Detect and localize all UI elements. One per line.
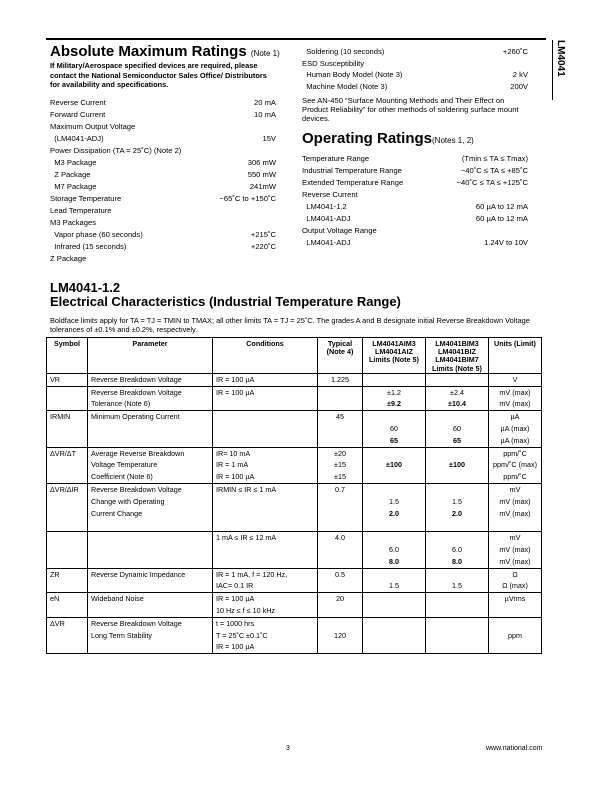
top-rule: [46, 38, 546, 40]
cell-line: ±1.2: [387, 387, 401, 397]
cell-line: [216, 435, 314, 447]
rating-value: −40˚C ≤ TA ≤ +85˚C: [460, 166, 528, 175]
cell-line: [366, 471, 422, 483]
cell-units: [489, 593, 542, 618]
rating-label: Machine Model (Note 3): [302, 81, 388, 91]
cell-line: IR = 1 mA: [216, 460, 249, 470]
cell-line: [366, 618, 422, 630]
cell-line: 10 Hz ≤ f ≤ 10 kHz: [216, 605, 276, 615]
header-parameter: Parameter: [88, 338, 213, 374]
cell-line: Tolerance (Note 6): [91, 399, 151, 409]
cell-units: [489, 373, 542, 386]
cell-line: [321, 423, 359, 435]
rating-value: 2 kV: [512, 70, 528, 79]
cell-line: [429, 519, 485, 531]
abs-max-heading: [50, 43, 280, 60]
cell-line: 60: [390, 424, 398, 433]
cell-line: [366, 484, 422, 496]
rating-label: Forward Current: [50, 110, 106, 119]
cell-line: 65: [390, 435, 398, 445]
rating-value: 241mW: [249, 182, 276, 191]
cell-units: [489, 532, 542, 568]
cell-line: Reverse Breakdown Voltage: [91, 618, 182, 628]
table-row: [47, 373, 542, 386]
header-conditions: Conditions: [213, 338, 318, 374]
cell-typical: [318, 483, 363, 531]
cell-a: [363, 386, 426, 411]
military-warning: If Military/Aerospace specified devices are required, please contact the National Semiconductor Sales Office/ Distributors for availability and specifications.: [50, 61, 267, 90]
rating-label: Output Voltage Range: [302, 226, 377, 235]
rating-label: Industrial Temperature Range: [302, 166, 402, 175]
rating-value: 550 mW: [247, 170, 276, 179]
cell-line: 2.0: [452, 508, 462, 518]
cell-line: [429, 618, 485, 630]
cell-symbol: [47, 386, 88, 411]
cell-line: IR= 10 mA: [216, 448, 251, 458]
cell-conditions: [213, 532, 318, 568]
rating-value: −40˚C ≤ TA ≤ +125˚C: [456, 178, 528, 187]
cell-line: 4.0: [335, 533, 345, 543]
cell-line: [366, 532, 422, 544]
cell-line: [91, 641, 209, 653]
cell-line: ±9.2: [387, 399, 401, 409]
cell-b: [426, 617, 489, 653]
cell-parameter: [88, 568, 213, 593]
cell-line: Average Reverse Breakdown: [91, 448, 185, 458]
cell-line: [91, 519, 209, 531]
cell-line: mV: [509, 533, 521, 543]
cell-line: [366, 605, 422, 617]
cell-line: Reverse Breakdown Voltage: [91, 387, 182, 397]
cell-line: ±2.4: [450, 387, 464, 397]
cell-line: [321, 435, 359, 447]
rating-value: 60 µA to 12 mA: [475, 202, 528, 211]
cell-typical: [318, 532, 363, 568]
cell-line: [216, 556, 314, 568]
cell-parameter: [88, 373, 213, 386]
op-ratings-title: Operating Ratings: [302, 130, 433, 147]
cell-line: ppm/˚C (max): [493, 460, 537, 470]
cell-conditions: [213, 617, 318, 653]
cell-line: [321, 544, 359, 556]
cell-line: 1.5: [389, 496, 399, 506]
cell-line: [321, 605, 359, 617]
cell-line: Current Change: [91, 508, 143, 518]
cell-symbol: IRMIN: [47, 411, 88, 447]
cell-units: [489, 568, 542, 593]
cell-line: [429, 630, 485, 642]
side-part-label: LM4041: [555, 40, 566, 77]
cell-line: [321, 556, 359, 568]
cell-symbol: ΔVR: [47, 617, 88, 653]
table-row: [47, 411, 542, 447]
cell-line: [366, 569, 422, 581]
cell-line: [366, 593, 422, 605]
rating-label: Temperature Range: [302, 154, 370, 163]
cell-line: ±20: [334, 448, 346, 458]
cell-line: Long Term Stability: [91, 630, 152, 640]
cell-line: [429, 471, 485, 483]
cell-line: [91, 605, 209, 617]
rating-value: 306 mW: [247, 158, 276, 167]
cell-typical: [318, 411, 363, 447]
an450-note: See AN-450 “Surface Mounting Methods and Their Effect on Product Reliability” for other methods of soldering surface mount devices.: [302, 96, 519, 123]
rating-value: (Tmin ≤ TA ≤ Tmax): [461, 154, 528, 163]
cell-line: [429, 411, 485, 423]
cell-typical: [318, 617, 363, 653]
cell-line: [429, 605, 485, 617]
cell-line: 2.0: [389, 508, 399, 518]
rating-value: 1.24V to 10V: [484, 238, 528, 247]
rating-label: Storage Temperature: [50, 194, 122, 203]
cell-symbol: ΔVR/ΔT: [47, 447, 88, 483]
rating-value: 200V: [510, 81, 528, 91]
cell-line: [91, 532, 209, 544]
cell-line: IR = 100 µA: [216, 387, 255, 397]
cell-units: [489, 447, 542, 483]
cell-line: Minimum Operating Current: [91, 412, 180, 422]
ec-title: Electrical Characteristics (Industrial Temperature Range): [50, 294, 401, 309]
cell-line: [216, 496, 314, 508]
cell-line: 60: [453, 424, 461, 433]
cell-b: [426, 568, 489, 593]
cell-a: [363, 483, 426, 531]
rating-value: +215˚C: [250, 230, 276, 239]
cell-line: µA (max): [500, 424, 530, 433]
rating-label: Lead Temperature: [50, 206, 112, 215]
electrical-characteristics-table: [46, 337, 542, 654]
rating-value: +260˚C: [502, 47, 528, 56]
cell-line: [321, 398, 359, 410]
table-row: [47, 386, 542, 411]
cell-conditions: [213, 411, 318, 447]
cell-line: ±100: [449, 460, 465, 470]
rating-label: ESD Susceptibility: [302, 58, 365, 68]
cell-typical: [318, 593, 363, 618]
rating-value: 15V: [262, 134, 276, 143]
header-typical: Typical (Note 4): [318, 338, 363, 374]
cell-line: 6.0: [452, 544, 462, 554]
cell-line: 0.7: [335, 484, 345, 494]
rating-label: M3 Packages: [50, 218, 97, 227]
cell-line: Reverse Breakdown Voltage: [91, 484, 182, 494]
abs-max-title: Absolute Maximum Ratings: [50, 43, 247, 60]
cell-conditions: [213, 593, 318, 618]
rating-value: 10 mA: [254, 110, 276, 119]
cell-line: 8.0: [452, 556, 462, 566]
cell-b: [426, 532, 489, 568]
cell-line: Ω: [512, 569, 518, 579]
rating-label: Maximum Output Voltage: [50, 122, 136, 131]
cell-typical: [318, 447, 363, 483]
cell-b: [426, 447, 489, 483]
cell-line: [321, 519, 359, 531]
cell-line: µVrms: [504, 594, 526, 604]
cell-line: 20: [336, 594, 344, 604]
table-row: [47, 447, 542, 483]
cell-line: [492, 618, 538, 630]
ec-part-title: LM4041-1.2: [50, 280, 121, 295]
cell-line: µA (max): [500, 435, 530, 445]
cell-line: [429, 532, 485, 544]
header-units: Units (Limit): [489, 338, 542, 374]
limits-note: Boldface limits apply for TA = TJ = TMIN to TMAX; all other limits TA = TJ = 25˚C. The grades A and B designate initial Reverse Breakdown Voltage tolerances of ±0.1% and ±0.2%, respectively.: [50, 316, 530, 335]
cell-line: [429, 569, 485, 581]
cell-line: ±10.4: [448, 399, 466, 409]
cell-line: Wideband Noise: [91, 594, 144, 604]
cell-line: [429, 593, 485, 605]
cell-parameter: [88, 532, 213, 568]
cell-line: Voltage Temperature: [91, 460, 158, 470]
op-ratings-heading: [302, 130, 474, 147]
rating-value: 20 mA: [254, 98, 276, 107]
cell-a: [363, 568, 426, 593]
rating-label: Z Package: [50, 254, 87, 263]
header-grade-b: LM4041BIM3 LM4041BIZ LM4041BIM7 Limits (Note 5): [426, 338, 489, 374]
cell-line: 1 mA ≤ IR ≤ 12 mA: [216, 533, 277, 543]
cell-typical: [318, 373, 363, 386]
cell-units: [489, 411, 542, 447]
cell-symbol: [47, 532, 88, 568]
cell-line: [321, 387, 359, 399]
cell-line: [429, 448, 485, 460]
cell-line: [492, 605, 538, 617]
cell-line: mV (max): [499, 496, 531, 506]
op-ratings-note: (Notes 1, 2): [432, 136, 474, 145]
cell-line: 0.5: [335, 569, 345, 579]
cell-line: mV (max): [499, 556, 531, 566]
cell-line: [366, 411, 422, 423]
cell-line: ppm/˚C: [503, 472, 527, 482]
cell-a: [363, 532, 426, 568]
rating-value: −65˚C to +150˚C: [219, 194, 276, 203]
cell-line: 1.5: [452, 496, 462, 506]
cell-line: ±15: [334, 460, 346, 470]
cell-line: [321, 641, 359, 653]
cell-line: IR = 100 µA: [216, 642, 255, 652]
cell-line: [216, 423, 314, 435]
cell-line: Change with Operating: [91, 496, 165, 506]
cell-line: Coefficient (Note 6): [91, 472, 153, 482]
cell-line: ±15: [334, 472, 346, 482]
rating-value: +220˚C: [250, 242, 276, 251]
cell-line: 6.0: [389, 544, 399, 554]
cell-line: 1.5: [389, 581, 399, 591]
cell-line: [366, 374, 422, 386]
cell-symbol: eN: [47, 593, 88, 618]
cell-symbol: ΔVR/ΔIR: [47, 483, 88, 531]
cell-parameter: [88, 617, 213, 653]
cell-a: [363, 373, 426, 386]
cell-line: [321, 496, 359, 508]
cell-line: [216, 411, 314, 423]
cell-line: 65: [453, 435, 461, 445]
cell-line: [216, 398, 314, 410]
cell-line: [321, 618, 359, 630]
cell-line: T = 25˚C ±0.1˚C: [216, 630, 268, 640]
cell-line: 1.225: [331, 374, 349, 384]
cell-parameter: [88, 593, 213, 618]
rating-label: M7 Package: [50, 182, 97, 191]
cell-line: [321, 580, 359, 592]
cell-line: mV (max): [499, 399, 531, 409]
rating-label: Z Package: [50, 170, 91, 179]
cell-conditions: [213, 386, 318, 411]
rating-label: Human Body Model (Note 3): [302, 70, 403, 79]
cell-line: ppm/˚C: [503, 448, 527, 458]
cell-line: [91, 544, 209, 556]
table-row: [47, 483, 542, 531]
cell-line: [91, 423, 209, 435]
cell-b: [426, 483, 489, 531]
cell-line: IR = 100 µA: [216, 374, 255, 384]
cell-line: mV (max): [499, 508, 531, 518]
rating-label: LM4041-ADJ: [302, 214, 351, 223]
rating-value: 60 µA to 12 mA: [475, 214, 528, 223]
rating-label: Infrared (15 seconds): [50, 242, 127, 251]
table-row: [47, 593, 542, 618]
cell-line: ±100: [386, 460, 402, 470]
cell-line: [492, 519, 538, 531]
cell-typical: [318, 386, 363, 411]
cell-line: Reverse Dynamic Impedance: [91, 569, 186, 579]
cell-line: Ω (max): [502, 581, 528, 591]
rating-label: LM4041-1.2: [302, 202, 347, 211]
cell-line: IR = 1 mA, f = 120 Hz,: [216, 569, 288, 579]
cell-line: [91, 435, 209, 447]
cell-a: [363, 593, 426, 618]
page-number: 3: [286, 745, 290, 752]
cell-line: [321, 508, 359, 520]
cell-parameter: [88, 386, 213, 411]
abs-max-note: (Note 1): [250, 49, 280, 58]
table-header-row: [47, 338, 542, 374]
cell-b: [426, 593, 489, 618]
table-row: [47, 568, 542, 593]
cell-line: 1.5: [452, 581, 462, 591]
cell-units: [489, 386, 542, 411]
cell-line: [91, 556, 209, 568]
cell-a: [363, 617, 426, 653]
cell-line: mV (max): [499, 544, 531, 554]
rating-label: Reverse Current: [302, 190, 358, 199]
cell-conditions: [213, 568, 318, 593]
cell-units: [489, 617, 542, 653]
cell-conditions: [213, 447, 318, 483]
cell-b: [426, 411, 489, 447]
header-symbol: Symbol: [47, 338, 88, 374]
rating-label: (LM4041-ADJ): [50, 134, 104, 143]
cell-units: [489, 483, 542, 531]
cell-a: [363, 447, 426, 483]
cell-line: mV (max): [499, 387, 531, 397]
cell-line: IAC= 0.1 IR: [216, 581, 254, 591]
rating-label: Power Dissipation (TA = 25˚C) (Note 2): [50, 146, 182, 155]
cell-line: [216, 519, 314, 531]
cell-line: mV: [509, 484, 521, 494]
cell-line: t = 1000 hrs: [216, 618, 255, 628]
cell-line: [216, 508, 314, 520]
cell-line: [366, 448, 422, 460]
cell-line: IRMIN ≤ IR ≤ 1 mA: [216, 484, 277, 494]
table-row: [47, 532, 542, 568]
cell-symbol: ZR: [47, 568, 88, 593]
rating-label: Soldering (10 seconds): [302, 47, 385, 56]
cell-line: 120: [334, 630, 346, 640]
table-row: [47, 617, 542, 653]
cell-line: [429, 641, 485, 653]
cell-line: ppm: [508, 630, 522, 640]
cell-line: V: [512, 374, 518, 384]
cell-conditions: [213, 373, 318, 386]
rating-label: Extended Temperature Range: [302, 178, 404, 187]
cell-line: [366, 641, 422, 653]
cell-line: [429, 374, 485, 386]
cell-conditions: [213, 483, 318, 531]
cell-line: [216, 544, 314, 556]
cell-line: 45: [336, 412, 344, 422]
cell-line: 8.0: [389, 556, 399, 566]
cell-line: [492, 641, 538, 653]
footer-website: www.national.com: [486, 745, 543, 752]
cell-line: [366, 519, 422, 531]
cell-parameter: [88, 483, 213, 531]
cell-a: [363, 411, 426, 447]
cell-line: µA: [510, 412, 520, 422]
cell-line: Reverse Breakdown Voltage: [91, 374, 182, 384]
cell-b: [426, 386, 489, 411]
cell-typical: [318, 568, 363, 593]
rating-label: Reverse Current: [50, 98, 106, 107]
cell-line: IR = 100 µA: [216, 594, 255, 604]
cell-line: [366, 630, 422, 642]
rating-label: M3 Package: [50, 158, 97, 167]
cell-symbol: VR: [47, 373, 88, 386]
cell-line: IR = 100 µA: [216, 472, 255, 482]
cell-line: [429, 484, 485, 496]
cell-parameter: [88, 447, 213, 483]
rating-label: LM4041-ADJ: [302, 238, 351, 247]
header-grade-a: LM4041AIM3 LM4041AIZ Limits (Note 5): [363, 338, 426, 374]
cell-b: [426, 373, 489, 386]
cell-line: [91, 580, 209, 592]
rating-label: Vapor phase (60 seconds): [50, 230, 143, 239]
cell-parameter: [88, 411, 213, 447]
